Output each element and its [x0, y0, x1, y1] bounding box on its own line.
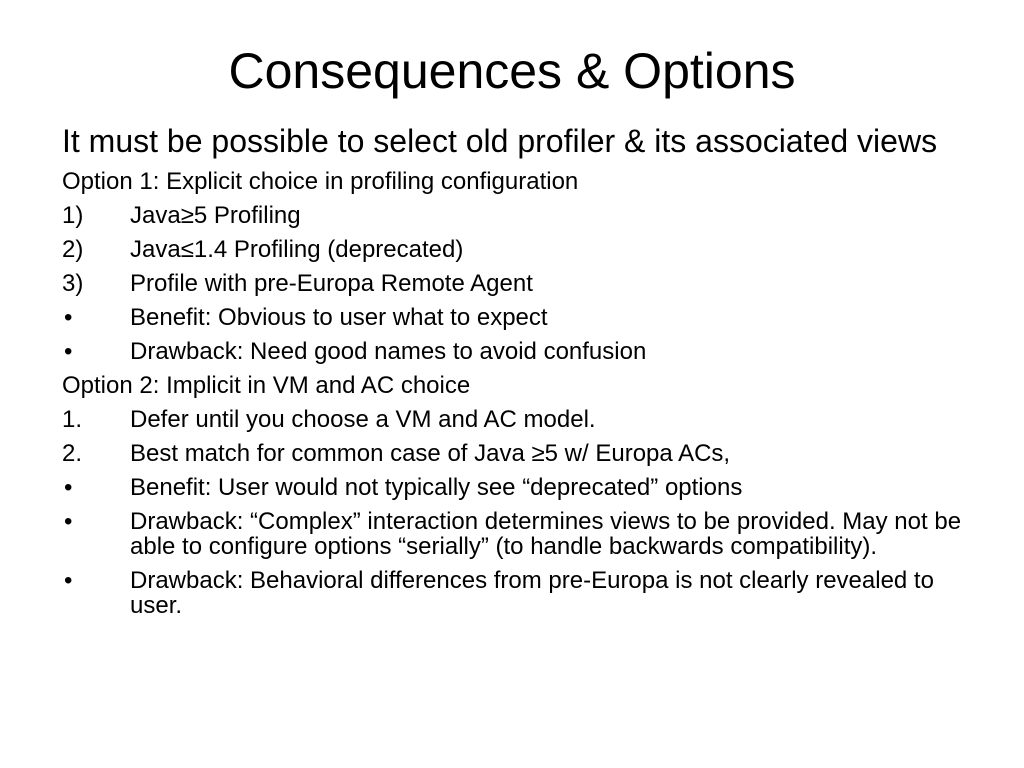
- item-text: Benefit: User would not typically see “deprecated” options: [130, 474, 743, 501]
- item-text: Java≤1.4 Profiling (deprecated): [130, 236, 464, 263]
- option-1-item-3: [62, 271, 962, 296]
- option-1-drawback: [62, 339, 962, 364]
- item-text: Drawback: Behavioral differences from pre-Europa is not clearly revealed to user.: [130, 567, 934, 619]
- list-number: 1.: [62, 406, 83, 433]
- list-number: 2.: [62, 440, 83, 467]
- list-number: 2): [62, 236, 84, 263]
- intro-statement: It must be possible to select old profiler & its associated views: [62, 123, 938, 159]
- item-text: Profile with pre-Europa Remote Agent: [130, 270, 533, 297]
- bullet-icon: •: [64, 338, 73, 365]
- list-number: 1): [62, 202, 84, 229]
- list-number: 3): [62, 270, 84, 297]
- option-2-drawback-1: [62, 509, 962, 559]
- slide-title: Consequences & Options: [228, 43, 796, 99]
- option-2-drawback-2: [62, 568, 962, 618]
- bullet-icon: •: [64, 567, 73, 594]
- option-1-heading: Option 1: Explicit choice in profiling configuration: [62, 168, 579, 195]
- option-1-item-2: [62, 237, 962, 262]
- item-text: Benefit: Obvious to user what to expect: [130, 304, 548, 331]
- item-text: Java≥5 Profiling: [130, 202, 301, 229]
- option-2-item-1: [62, 407, 962, 432]
- bullet-icon: •: [64, 474, 73, 501]
- bullet-icon: •: [64, 508, 73, 535]
- option-2-heading: Option 2: Implicit in VM and AC choice: [62, 372, 471, 399]
- item-text: Defer until you choose a VM and AC model.: [130, 406, 596, 433]
- item-text: Best match for common case of Java ≥5 w/ Europa ACs,: [130, 440, 731, 467]
- option-2-item-2: [62, 441, 962, 466]
- item-text: Drawback: Need good names to avoid confusion: [130, 338, 647, 365]
- option-1-benefit: [62, 305, 962, 330]
- option-1-item-1: [62, 203, 962, 228]
- bullet-icon: •: [64, 304, 73, 331]
- item-text: Drawback: “Complex” interaction determines views to be provided. May not be able to configure options “serially” (to handle backwards compatibility).: [130, 508, 962, 560]
- option-2-benefit: [62, 475, 962, 500]
- slide-body: [62, 122, 962, 618]
